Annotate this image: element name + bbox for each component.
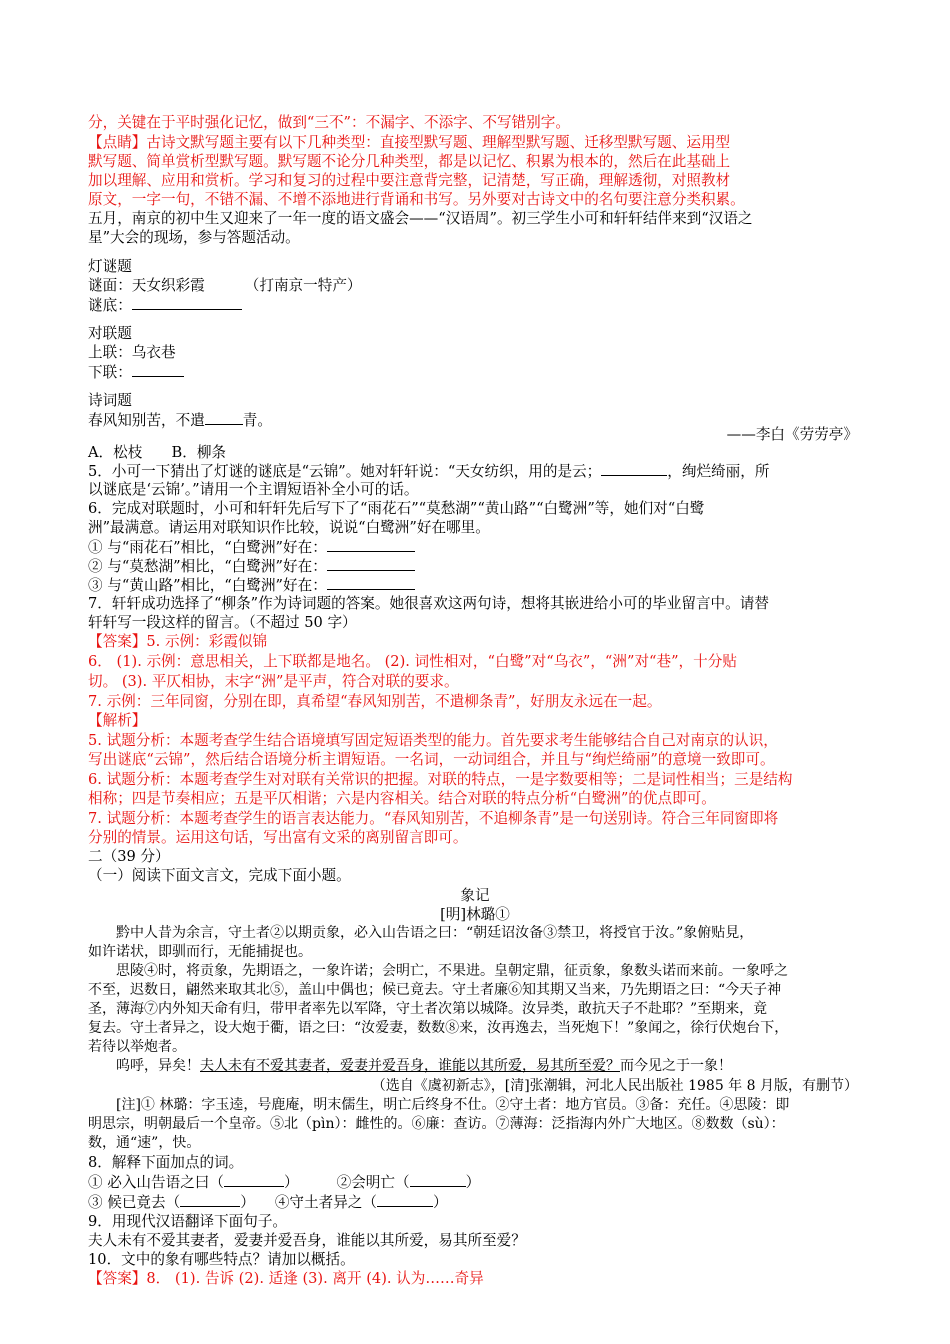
poem-options: A．松枝 B．柳条 xyxy=(88,444,227,461)
note-line: 数，通“速”，快。 xyxy=(88,1135,201,1151)
question-8-row-1 xyxy=(88,1172,480,1192)
analysis-label: 【解析】 xyxy=(88,712,147,729)
question-7: 7．轩轩成功选择了“柳条”作为诗词题的答案。她很喜欢这两句诗，想将其嵌进给小可的毕业留言中。请替 xyxy=(88,595,769,612)
passage-line: 复去。守土者异之，设大炮于衢，语之曰：“汝爱妻，数数⑧来，汝再逸去，当死炮下！”象闻之，徐行伏炮台下， xyxy=(88,1020,789,1036)
question-6: 6．完成对联题时，小可和轩轩先后写下了“雨花石”“莫愁湖”“黄山路”“白鹭洲”等，她们对“白鹭 xyxy=(88,500,705,517)
note-line: 明思宗，明朝最后一个皇帝。⑤北（pìn）：雌性的。⑥廉：查访。⑦薄海：泛指海内外广大地区。⑧数数（sù）： xyxy=(88,1116,785,1132)
poem-line xyxy=(88,410,272,430)
question-6-1 xyxy=(88,537,415,557)
passage-author: [明]林璐① xyxy=(440,906,510,923)
poem-title: 诗词题 xyxy=(88,392,132,409)
question-8-item-4: ④守土者异之（ xyxy=(274,1194,377,1211)
analysis-line: 6. 试题分析：本题考查学生对对联有关常识的把握。对联的特点，一是字数要相等；二是词性相当；三是结构 xyxy=(88,771,793,788)
text-line: 轩轩写一段这样的留言。（不超过 50 字） xyxy=(88,614,357,631)
question-9: 9．用现代汉语翻译下面句子。 xyxy=(88,1213,288,1230)
question-6-2 xyxy=(88,556,415,576)
passage-line: 黔中人昔为余言，守土者②以期贡象，必入山告语之曰：“朝廷诏汝备③禁卫，将授官于汝。”象俯贴見， xyxy=(88,925,754,941)
bracket-close: ） xyxy=(240,1194,255,1211)
text-line: 以谜底是‘云锦’。”请用一个主谓短语补全小可的话。 xyxy=(88,481,419,498)
answer-blank xyxy=(205,410,243,425)
passage-line xyxy=(88,1057,732,1076)
question-5-text-b: ，绚烂绮丽，所 xyxy=(667,463,770,480)
answer-line: 6． (1). 示例：意思相关，上下联都是地名。 (2). 词性相对，“白鹭”对“乌衣”，“洲”对“巷”，十分贴 xyxy=(88,653,737,670)
question-5-text: 5．小可一下猜出了灯谜的谜底是“云锦”。她对轩轩说：“天女纺织，用的是云； xyxy=(88,463,602,480)
text-line: 默写题、简单赏析型默写题。默写题不论分几种类型，都是以记忆、积累为根本的，然后在此基础上 xyxy=(88,153,731,170)
question-6-3 xyxy=(88,575,415,595)
passage-line: 如许诺状，即驯而行，无能捕捉也。 xyxy=(88,944,312,960)
couplet-upper: 上联：乌衣巷 xyxy=(88,344,176,361)
answer-blank xyxy=(180,1192,240,1207)
answer-blank xyxy=(327,575,415,590)
question-8-item-3: ③ 候已竟去（ xyxy=(88,1194,181,1211)
underlined-sentence: 夫人未有不爱其妻者，爱妻并爱吾身，谁能以其所爱，易其所至爱？ xyxy=(200,1058,620,1074)
section-heading: 二（39 分） xyxy=(88,848,170,865)
poem-source: ——李白《劳劳亭》 xyxy=(726,426,858,443)
passage-line: 思陵④时，将贡象，先期语之，一象许诺；会明亡，不果进。皇朝定鼎，征贡象，象数头诺而来前。一象呼之 xyxy=(88,963,788,979)
couplet-title: 对联题 xyxy=(88,325,132,342)
question-8-item-1: ① 必入山告语之曰（ xyxy=(88,1174,224,1191)
answer-blank xyxy=(132,295,242,310)
bracket-close: ） xyxy=(432,1194,448,1211)
riddle-face xyxy=(88,276,362,295)
answer-blank xyxy=(224,1172,284,1187)
question-10: 10．文中的象有哪些特点？请加以概括。 xyxy=(88,1251,355,1268)
note-line: [注]① 林璐：字玉逵，号鹿庵，明末儒生，明亡后终身不仕。②守土者：地方官员。③备：充任。④思陵：即 xyxy=(88,1097,790,1113)
passage-line: 不至，迟数日，翩然来取其北⑤，盖山中偶也；候已竟去。守土者廉⑥知其期又当来，乃先期语之曰：“今天子神 xyxy=(88,982,782,998)
analysis-line: 分别的情景。运用这句话，写出富有文采的离别留言即可。 xyxy=(88,829,468,846)
answer-blank xyxy=(132,362,184,377)
couplet-lower-row xyxy=(88,362,184,382)
question-8-row-2 xyxy=(88,1192,448,1212)
bracket-close: ） xyxy=(283,1174,299,1191)
riddle-face-text: 谜面：天女织彩霞 xyxy=(88,277,205,294)
couplet-lower-label: 下联： xyxy=(88,364,132,381)
text-line: 【点睛】古诗文默写题主要有以下几种类型：直接型默写题、理解型默写题、迁移型默写题、运用型 xyxy=(88,134,731,151)
poem-line-a: 春风知别苦，不遣 xyxy=(88,412,205,429)
passage-line: 若待以举炮者。 xyxy=(88,1039,186,1055)
text-line: 分，关键在于平时强化记忆，做到“三不”：不漏字、不添字、不写错别字。 xyxy=(88,114,570,131)
analysis-line: 5. 试题分析：本题考查学生结合语境填写固定短语类型的能力。首先要求考生能够结合自己对南京的认识， xyxy=(88,732,778,749)
answer-blank xyxy=(601,461,667,476)
riddle-title: 灯谜题 xyxy=(88,258,132,275)
riddle-answer-label: 谜底： xyxy=(88,297,132,314)
passage-text: 而今见之于一象！ xyxy=(620,1058,732,1074)
answer-blank xyxy=(327,537,415,552)
text-line: 星”大会的现场，参与答题活动。 xyxy=(88,229,300,246)
bracket-close: ） xyxy=(465,1174,481,1191)
analysis-line: 7. 试题分析：本题考查学生的语言表达能力。“春风知别苦，不追柳条青”是一句送别诗。符合三年同窗即将 xyxy=(88,810,779,827)
question-5 xyxy=(88,461,769,481)
answer-line: 7. 示例：三年同窗，分别在即，真希望“春风知别苦，不遣柳条青”，好朋友永远在一起。 xyxy=(88,693,662,710)
analysis-line: 写出谜底“云锦”，然后结合语境分析主谓短语。一名词，一动词组合，并且与“绚烂绮丽”的意境一致即可。 xyxy=(88,751,775,768)
answer-line: 【答案】8． (1). 告诉 (2). 适逢 (3). 离开 (4). 认为……奇异 xyxy=(88,1270,484,1287)
poem-line-b: 青。 xyxy=(242,412,272,429)
passage-line: 圣，薄海⑦内外知天命有归，带甲者率先以军降，守土者次第以城降。汝异类，敢抗天子不赴耶？”至期来，竟 xyxy=(88,1001,768,1017)
answer-blank xyxy=(377,1192,433,1207)
answer-blank xyxy=(410,1172,466,1187)
riddle-answer-row xyxy=(88,295,242,315)
riddle-hint: （打南京一特产） xyxy=(244,277,362,294)
answer-blank xyxy=(327,556,415,571)
question-6-3-text: ③ 与“黄山路”相比，“白鹭洲”好在： xyxy=(88,577,327,594)
section-sub: （一）阅读下面文言文，完成下面小题。 xyxy=(88,867,351,884)
text-line: 加以理解、应用和赏析。学习和复习的过程中要注意背完整，记清楚，写正确，理解透彻，对照教材 xyxy=(88,172,731,189)
question-6-1-text: ① 与“雨花石”相比，“白鹭洲”好在： xyxy=(88,539,327,556)
question-9-sentence: 夫人未有不爱其妻者，爱妻并爱吾身，谁能以其所爱，易其所至爱？ xyxy=(88,1232,526,1249)
question-8-item-2: ②会明亡（ xyxy=(336,1174,410,1191)
text-line: 洲”最满意。请运用对联知识作比较，说说“白鹭洲”好在哪里。 xyxy=(88,519,490,536)
passage-text: 呜呼，异矣！ xyxy=(88,1058,200,1074)
passage-citation: （选自《虞初新志》，[清]张潮辑，河北人民出版社 1985 年 8 月版，有删节） xyxy=(371,1078,858,1094)
answer-line: 切。 (3). 平仄相协，末字“洲”是平声，符合对联的要求。 xyxy=(88,673,459,690)
question-6-2-text: ② 与“莫愁湖”相比，“白鹭洲”好在： xyxy=(88,558,327,575)
question-8: 8．解释下面加点的词。 xyxy=(88,1154,244,1171)
text-line: 五月，南京的初中生又迎来了一年一度的语文盛会——“汉语周”。初三学生小可和轩轩结伴来到“汉语之 xyxy=(88,210,753,227)
analysis-line: 相称；四是节奏相应；五是平仄相谐；六是内容相关。结合对联的特点分析“白鹭洲”的优点即可。 xyxy=(88,790,716,807)
passage-title: 象记 xyxy=(460,887,490,904)
answer-line: 【答案】5. 示例：彩霞似锦 xyxy=(88,633,268,650)
text-line: 原文，一字一句，不错不漏、不增不添地进行背诵和书写。另外要对古诗文中的名句要注意分类积累。 xyxy=(88,191,745,208)
